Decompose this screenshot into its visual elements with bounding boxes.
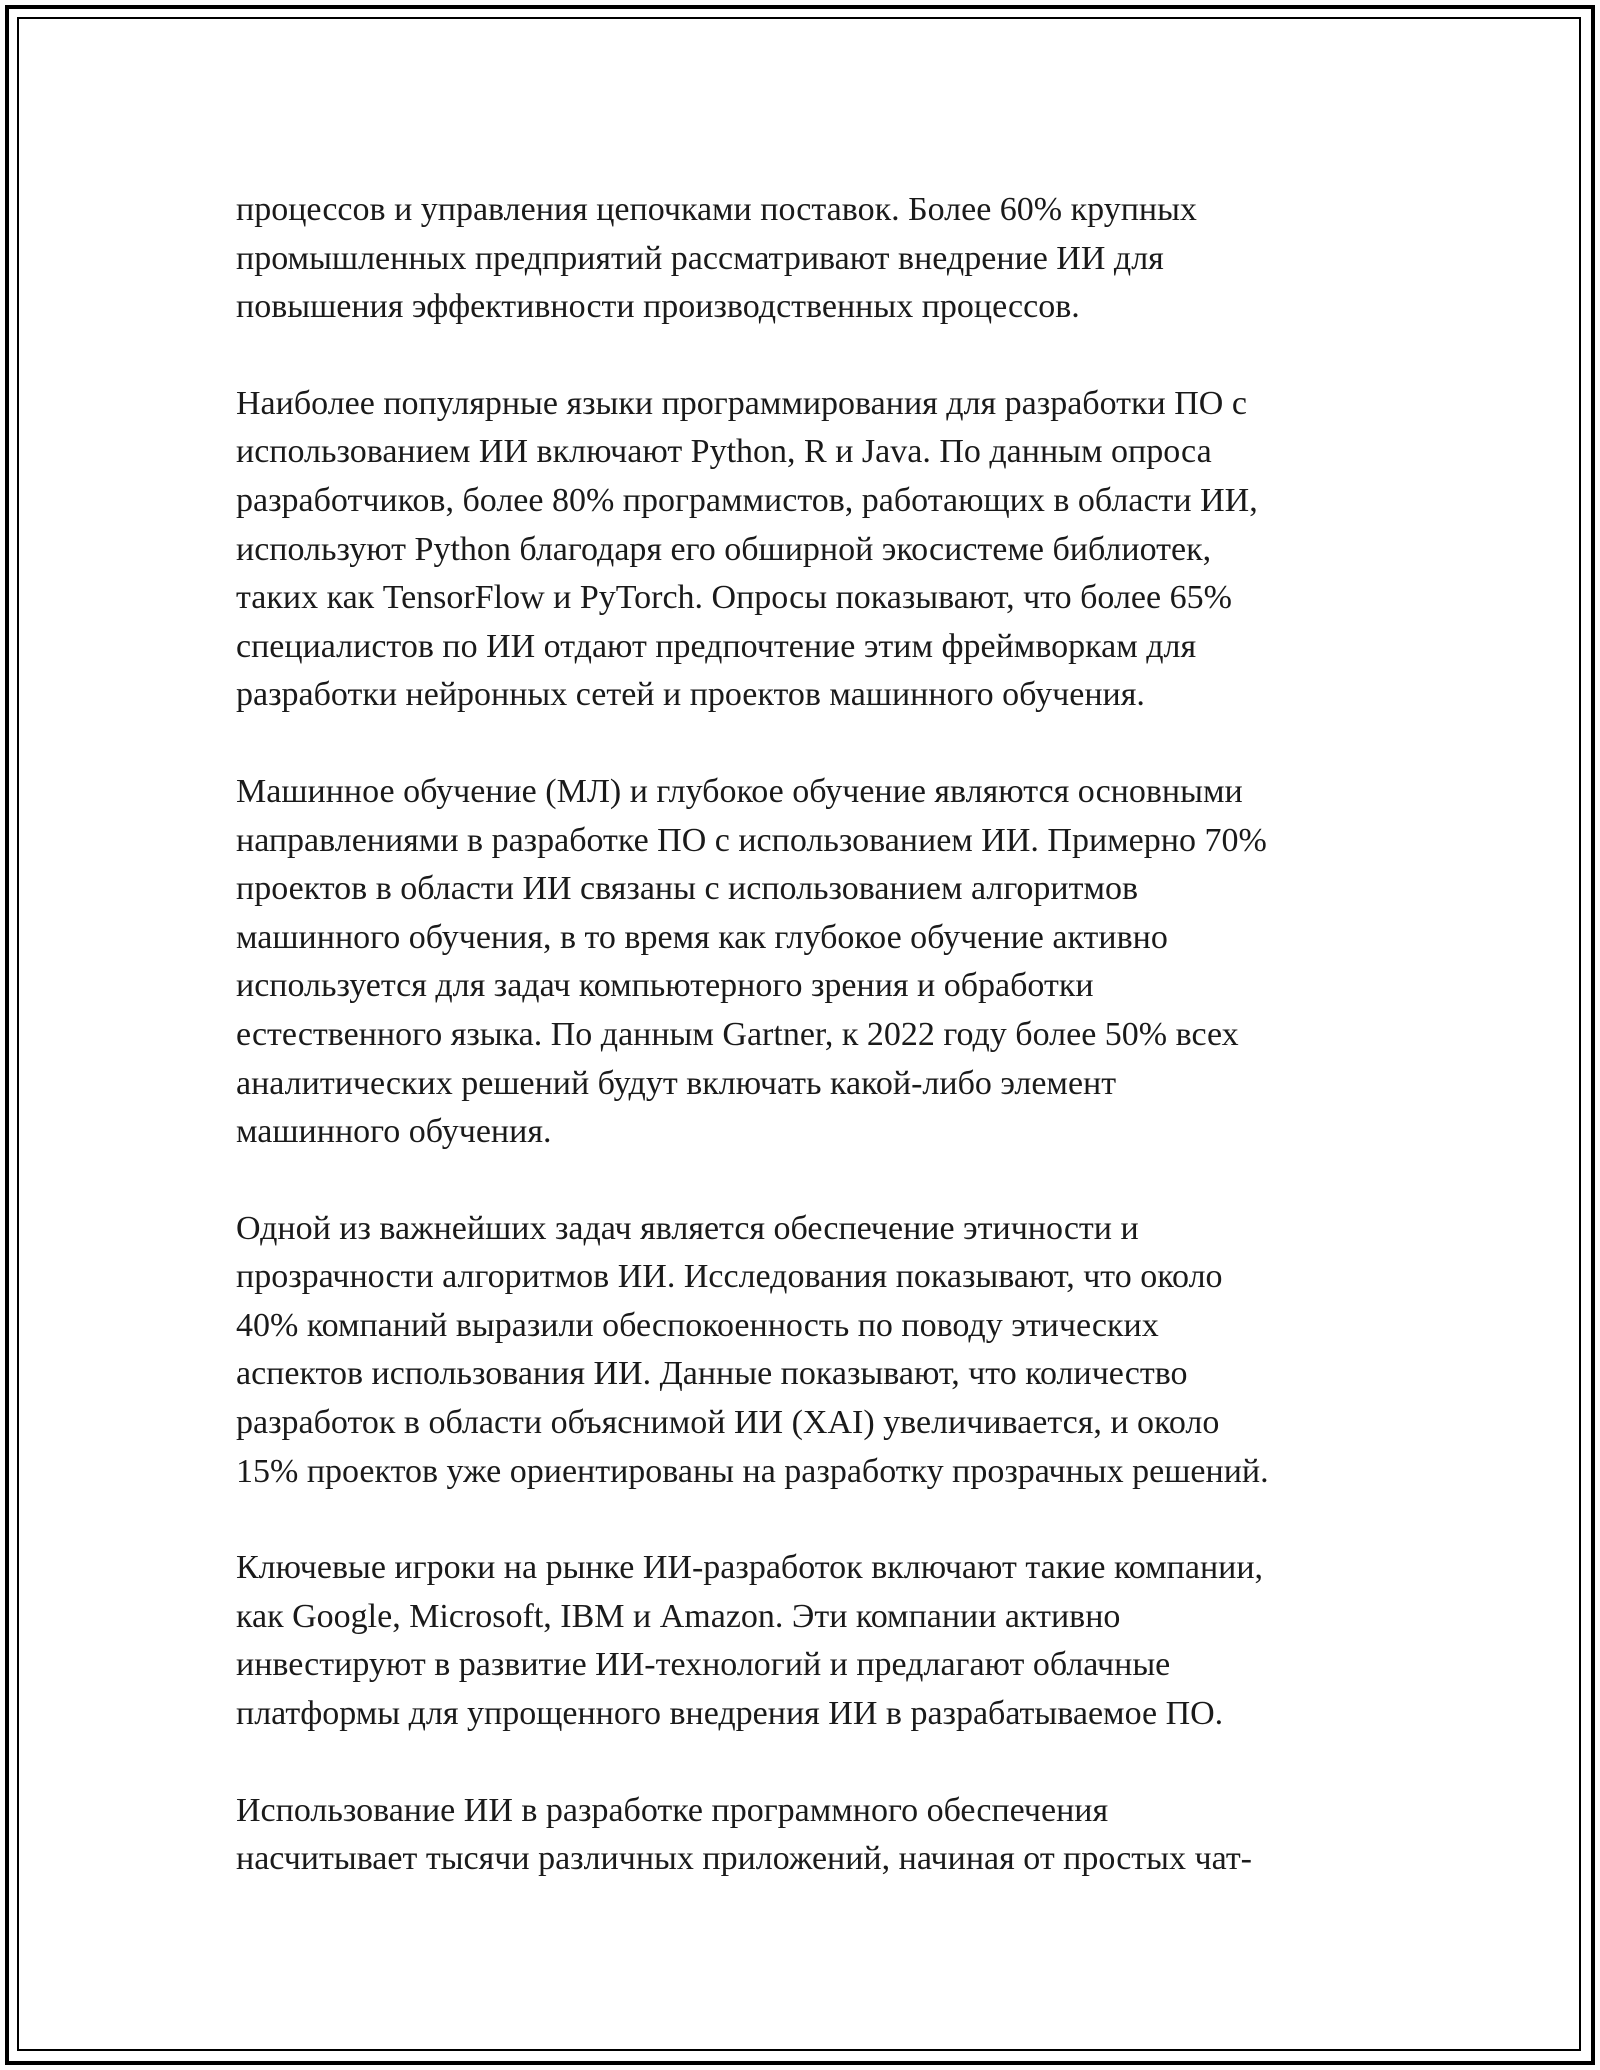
text-line: таких как TensorFlow и PyTorch. Опросы показывают, что более 65% xyxy=(236,579,1232,617)
text-line: разработчиков, более 80% программистов, работающих в области ИИ, xyxy=(236,481,1258,519)
text-line: Использование ИИ в разработке программного обеспечения xyxy=(236,1791,1109,1829)
text-line: аспектов использования ИИ. Данные показывают, что количество xyxy=(236,1355,1188,1393)
text-line: специалистов по ИИ отдают предпочтение этим фреймворкам для xyxy=(236,627,1197,665)
text-line: повышения эффективности производственных процессов. xyxy=(236,288,1080,326)
paragraph xyxy=(236,186,1376,332)
text-line: естественного языка. По данным Gartner, к 2022 году более 50% всех xyxy=(236,1015,1239,1053)
text-line: Наиболее популярные языки программирования для разработки ПО с xyxy=(236,384,1247,422)
text-line: Одной из важнейших задач является обеспечение этичности и xyxy=(236,1209,1139,1247)
text-line: направлениями в разработке ПО с использованием ИИ. Примерно 70% xyxy=(236,821,1267,859)
paragraph xyxy=(236,1544,1376,1738)
paragraph xyxy=(236,380,1376,720)
text-line: Ключевые игроки на рынке ИИ-разработок включают такие компании, xyxy=(236,1549,1264,1587)
text-line: как Google, Microsoft, IBM и Amazon. Эти компании активно xyxy=(236,1597,1121,1635)
text-line: промышленных предприятий рассматривают внедрение ИИ для xyxy=(236,239,1164,277)
text-line: процессов и управления цепочками поставок. Более 60% крупных xyxy=(236,191,1197,228)
text-line: машинного обучения, в то время как глубокое обучение активно xyxy=(236,918,1168,956)
text-line: разработок в области объяснимой ИИ (XAI) увеличивается, и около xyxy=(236,1404,1220,1442)
text-line: инвестируют в развитие ИИ-технологий и предлагают облачные xyxy=(236,1646,1171,1684)
text-line: используется для задач компьютерного зрения и обработки xyxy=(236,967,1094,1005)
paragraph xyxy=(236,768,1376,1157)
text-line: использованием ИИ включают Python, R и Java. По данным опроса xyxy=(236,433,1212,471)
text-line: платформы для упрощенного внедрения ИИ в разрабатываемое ПО. xyxy=(236,1695,1224,1733)
document-body xyxy=(236,186,1376,1932)
text-line: насчитывает тысячи различных приложений, начиная от простых чат- xyxy=(236,1840,1252,1878)
text-line: используют Python благодаря его обширной экосистеме библиотек, xyxy=(236,530,1212,568)
text-line: Машинное обучение (МЛ) и глубокое обучение являются основными xyxy=(236,772,1243,810)
text-line: аналитических решений будут включать какой-либо элемент xyxy=(236,1064,1117,1102)
text-line: 40% компаний выразили обеспокоенность по поводу этических xyxy=(236,1306,1159,1344)
text-line: 15% проектов уже ориентированы на разработку прозрачных решений. xyxy=(236,1452,1269,1490)
paragraph xyxy=(236,1787,1376,1884)
text-line: машинного обучения. xyxy=(236,1113,552,1151)
paragraph xyxy=(236,1205,1376,1497)
text-line: проектов в области ИИ связаны с использованием алгоритмов xyxy=(236,870,1139,908)
text-line: прозрачности алгоритмов ИИ. Исследования показывают, что около xyxy=(236,1258,1223,1296)
text-line: разработки нейронных сетей и проектов машинного обучения. xyxy=(236,676,1145,714)
